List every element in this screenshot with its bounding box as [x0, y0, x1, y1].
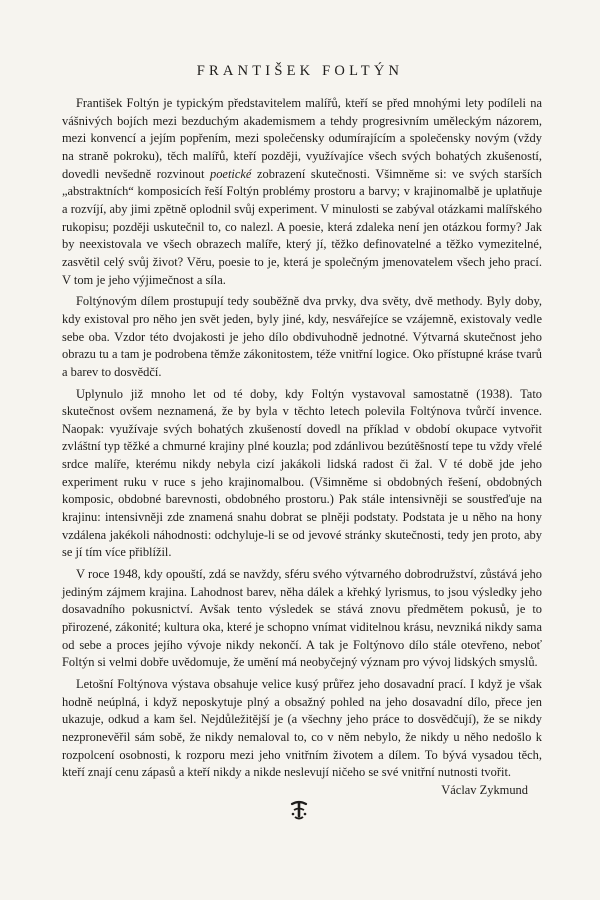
paragraph-1-italic-word: poetické [209, 166, 252, 181]
paragraph-1-text: František Foltýn je typickým představitelem malířů, kteří se před mnohými lety podíleli na vášnivých bojích mezi bezduchým akademismem a tehdy progresivním uměleckým názorem, mezi konvencí a jejím popřením, mezi společensky odumírajícím a společensky novým (vždy na straně pokroku), těch malířů, kteří později, využívajíce všech svých bohatých zkušeností, dovedli nevšedně rozvinout [62, 96, 542, 181]
paragraph-4: V roce 1948, kdy opouští, zdá se navždy, sféru svého výtvarného dobrodružství, zůstává jeho jediným zájmem krajina. Lahodnost barev, něha dálek a křehký lyrismus, to jsou výsledky jeho dosavadního pokusnictví. Avšak tento výsledek se stává znovu předmětem pokusů, je to přirozené, zákonité; kultura oka, které je schopno vnímat viditelnou krásu, nevzniká nikdy sama od sebe a proces jejího vývoje nikdy nekončí. A tak je Foltýnovo dílo stále otevřeno, neboť Foltýn si velmi dobře uvědomuje, že umění má neobyčejný význam pro vývoj lidských smyslů. [62, 567, 542, 670]
paragraph-5-text: Letošní Foltýnova výstava obsahuje velice kusý průřez jeho dosavadní prací. I když je však hodně neúplná, i když neposkytuje plný a obsažný pohled na jeho dosavadní dílo, přece jen ukazuje, odkud a kam šel. Nejdůležitější je (a všechny jeho práce to dosvědčují), že se nikdy nezpronevěřil sám sobě, že nikdy nemaloval to, co v něm nebylo, že nikdy u něho nedošlo k rozpolcení osobnosti, k rozporu mezi jeho vnitřním životem a dílem. To bývá vysadou těch, kteří znají cenu zápasů a kteří nikdy a nikde neslevují ničeho se své vnitřní nutnosti tvořit. [62, 677, 542, 780]
paragraph-5 [62, 676, 542, 797]
article-body [62, 95, 542, 800]
paragraph-1-text-continued: zobrazení skutečnosti. Všimněme si: ve svých starších „abstraktních“ komposicích řeší Foltýn problémy prostoru a barvy; v krajinomalbě je uplatňuje a rozvíjí, aby jimi zpětně oplodnil svůj experiment. V minulosti se zabýval otázkami malířského rukopisu; později uskutečnil to, co nalezl. A poesie, která zdaleka není jen otázkou formy? Jak by neexistovala ve všech obrazech malíře, který jí, těžko definovatelné a těžko vymezitelné, zasvětil celý svůj život? Věru, poesie to je, která je společným jmenovatelem všech jeho prací. V tom je jeho výjimečnost a síla. [62, 166, 543, 287]
page-title: FRANTIŠEK FOLTÝN [196, 63, 404, 79]
paragraph-1 [62, 95, 542, 289]
printer-ornament-icon [288, 799, 310, 821]
author-signature: Václav Zykmund [441, 782, 528, 797]
paragraph-2: Foltýnovým dílem prostupují tedy souběžně dva prvky, dva světy, dvě methody. Byly doby, kdy existoval pro něho jen svět jeden, byly jiné, kdy, nesvářejíce se vzájemně, existovaly vedle sebe oba. Vzdor této dvojakosti je jeho dílo obdivuhodně jednotné. Výtvarná skutečnost jeho obrazu tu a tam je podrobena těmže zákonitostem, téže vnitřní logice. Oko přístupné kráse tvarů a barev to dosvědčí. [62, 294, 542, 379]
paragraph-3: Uplynulo již mnoho let od té doby, kdy Foltýn vystavoval samostatně (1938). Tato skutečnost ovšem neznamená, že by byla v těchto letech polevila Foltýnova tvůrčí invence. Naopak: využívaje svých bohatých zkušeností dovedl na příklad v období okupace vytvořit zvláštní typ těžké a chmurné krajiny plné kouzla; pod zdánlivou bezútěšností tepe tu vždy vřelé srdce malíře, kterému nikdy nebyla cizí jakákoli lidská radost či žal. V té době jde jeho experiment ruku v ruce s jeho krajinomalbou. (Všimněme si obdobných řešení, obdobných komposic, obdobné barevnosti, obdobného prostoru.) Pak stále intensivněji se soustřeďuje na krajinu: intensivněji zde znamená snahu dobrat se plněji podstaty. Podstata je u něho na hony vzdálena jakékoli náhodnosti: odchyluje-li se od jevové stránky skutečnosti, tedy jen proto, aby se jí tím více přiblížil. [62, 386, 542, 560]
